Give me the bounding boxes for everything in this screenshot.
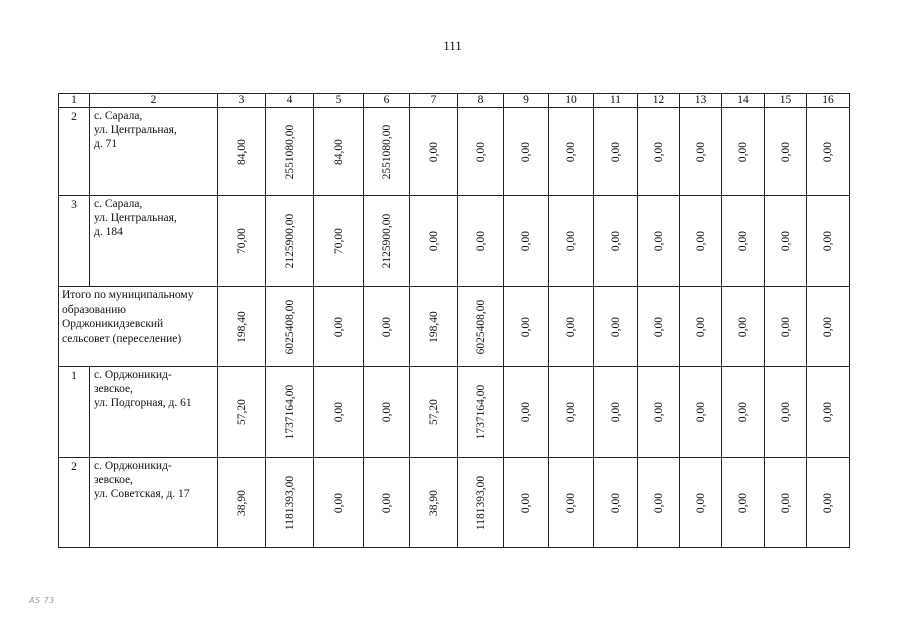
address-cell xyxy=(90,458,218,548)
value-text: 0,00 xyxy=(474,141,487,162)
value-cell xyxy=(807,367,850,458)
value-cell xyxy=(458,367,504,458)
total-row xyxy=(59,287,850,367)
value-text: 2551080,00 xyxy=(283,124,296,179)
value-text: 0,00 xyxy=(779,141,792,162)
value-text: 70,00 xyxy=(235,228,248,254)
total-label-line: Итого по муниципальному xyxy=(62,289,194,301)
value-text: 0,00 xyxy=(652,230,665,252)
address-cell xyxy=(90,367,218,458)
value-text: 1737164,00 xyxy=(474,384,487,440)
value-text: 0,00 xyxy=(779,492,792,513)
value-cell xyxy=(765,367,807,458)
value-cell xyxy=(314,196,364,287)
value-cell xyxy=(410,458,458,548)
total-label-line: Орджоникидзевский xyxy=(62,318,164,330)
address-cell xyxy=(90,108,218,196)
value-cell xyxy=(218,287,266,367)
value-text: 0,00 xyxy=(565,141,577,162)
value-cell xyxy=(458,458,504,548)
header-cell: 9 xyxy=(504,94,549,108)
value-cell xyxy=(266,287,314,367)
value-text: 0,00 xyxy=(779,316,792,337)
value-cell xyxy=(680,287,722,367)
value-cell xyxy=(364,367,410,458)
address-line: зевское, xyxy=(94,383,133,395)
table-row xyxy=(59,196,850,287)
table-row xyxy=(59,458,850,548)
value-cell xyxy=(638,287,680,367)
value-text: 84,00 xyxy=(235,138,248,165)
value-cell xyxy=(722,108,765,196)
header-cell: 15 xyxy=(765,94,807,108)
table-row xyxy=(59,367,850,458)
value-text: 0,00 xyxy=(779,230,792,252)
value-text: 70,00 xyxy=(332,228,345,254)
value-cell xyxy=(594,287,638,367)
value-cell xyxy=(458,287,504,367)
value-text: 0,00 xyxy=(609,492,622,513)
value-text: 0,00 xyxy=(380,401,393,423)
value-cell xyxy=(549,367,594,458)
value-text: 0,00 xyxy=(565,316,577,337)
value-text: 0,00 xyxy=(520,316,532,337)
value-text: 0,00 xyxy=(565,230,577,252)
header-cell: 16 xyxy=(807,94,850,108)
value-cell xyxy=(807,287,850,367)
value-cell xyxy=(638,458,680,548)
value-cell xyxy=(314,108,364,196)
address-line: ул. Подгорная, д. 61 xyxy=(94,397,192,409)
value-cell xyxy=(458,108,504,196)
value-text: 0,00 xyxy=(652,141,665,162)
value-text: 38,90 xyxy=(235,489,248,516)
value-cell xyxy=(410,108,458,196)
value-cell xyxy=(722,287,765,367)
value-text: 0,00 xyxy=(609,230,622,252)
value-text: 0,00 xyxy=(822,230,834,252)
value-text: 1181393,00 xyxy=(283,475,296,530)
value-text: 0,00 xyxy=(380,492,393,513)
value-cell xyxy=(314,367,364,458)
value-cell xyxy=(722,367,765,458)
value-cell xyxy=(594,367,638,458)
value-cell xyxy=(765,287,807,367)
value-text: 0,00 xyxy=(694,230,707,252)
address-line: ул. Советская, д. 17 xyxy=(94,488,190,500)
archive-stamp: AS 73 xyxy=(29,596,55,605)
value-cell xyxy=(364,108,410,196)
value-cell xyxy=(410,287,458,367)
value-cell xyxy=(638,108,680,196)
value-text: 0,00 xyxy=(694,492,707,513)
address-line: с. Орджоникид- xyxy=(94,460,172,472)
value-text: 0,00 xyxy=(427,141,440,162)
value-text: 0,00 xyxy=(332,316,345,337)
value-cell xyxy=(638,196,680,287)
address-line: д. 184 xyxy=(94,226,123,238)
value-text: 0,00 xyxy=(520,141,532,162)
value-cell xyxy=(364,458,410,548)
value-text: 0,00 xyxy=(565,492,577,513)
address-line: с. Сарала, xyxy=(94,110,143,122)
value-cell xyxy=(266,458,314,548)
value-text: 0,00 xyxy=(609,401,622,423)
value-text: 0,00 xyxy=(822,492,834,513)
header-cell: 4 xyxy=(266,94,314,108)
value-text: 0,00 xyxy=(609,141,622,162)
total-label-cell xyxy=(59,287,218,367)
address-line: ул. Центральная, xyxy=(94,212,177,224)
header-cell: 10 xyxy=(549,94,594,108)
value-text: 0,00 xyxy=(652,401,665,423)
table-row xyxy=(59,108,850,196)
value-cell xyxy=(549,458,594,548)
value-text: 2125900,00 xyxy=(380,213,393,269)
value-text: 0,00 xyxy=(332,401,345,423)
value-cell xyxy=(364,196,410,287)
value-cell xyxy=(807,108,850,196)
header-row xyxy=(59,94,850,108)
value-text: 0,00 xyxy=(520,401,532,423)
value-cell xyxy=(314,287,364,367)
value-text: 0,00 xyxy=(520,230,532,252)
header-cell: 8 xyxy=(458,94,504,108)
value-cell xyxy=(594,108,638,196)
value-text: 0,00 xyxy=(737,316,749,337)
value-cell xyxy=(458,196,504,287)
value-cell xyxy=(266,196,314,287)
value-cell xyxy=(765,108,807,196)
value-cell xyxy=(266,367,314,458)
value-cell xyxy=(549,196,594,287)
value-text: 38,90 xyxy=(427,489,440,516)
value-text: 0,00 xyxy=(380,316,393,337)
value-cell xyxy=(807,458,850,548)
value-text: 57,20 xyxy=(427,399,440,425)
value-cell xyxy=(364,287,410,367)
value-text: 0,00 xyxy=(737,141,749,162)
value-text: 0,00 xyxy=(737,401,749,423)
value-cell xyxy=(594,196,638,287)
value-text: 0,00 xyxy=(694,141,707,162)
header-cell: 3 xyxy=(218,94,266,108)
value-cell xyxy=(410,367,458,458)
value-text: 0,00 xyxy=(737,230,749,252)
value-text: 2551080,00 xyxy=(380,124,393,179)
value-cell xyxy=(218,196,266,287)
value-text: 0,00 xyxy=(520,492,532,513)
value-cell xyxy=(410,196,458,287)
value-cell xyxy=(722,196,765,287)
value-text: 198,40 xyxy=(427,310,440,343)
row-number: 3 xyxy=(59,196,90,287)
value-cell xyxy=(765,458,807,548)
value-text: 0,00 xyxy=(427,230,440,252)
value-cell xyxy=(314,458,364,548)
value-text: 84,00 xyxy=(332,138,345,165)
header-cell: 13 xyxy=(680,94,722,108)
value-text: 0,00 xyxy=(652,316,665,337)
total-label-line: сельсовет (переселение) xyxy=(62,332,182,345)
data-table xyxy=(58,93,850,548)
value-text: 1737164,00 xyxy=(283,384,296,440)
value-cell xyxy=(680,108,722,196)
value-cell xyxy=(722,458,765,548)
address-line: зевское, xyxy=(94,474,133,486)
address-cell xyxy=(90,196,218,287)
value-cell xyxy=(504,458,549,548)
value-text: 0,00 xyxy=(694,401,707,423)
value-cell xyxy=(218,108,266,196)
total-label-line: образованию xyxy=(62,303,126,316)
header-cell: 6 xyxy=(364,94,410,108)
value-text: 0,00 xyxy=(737,492,749,513)
page-number: 111 xyxy=(443,38,462,53)
value-cell xyxy=(504,367,549,458)
value-text: 6025408,00 xyxy=(474,299,487,354)
value-text: 0,00 xyxy=(565,401,577,423)
value-text: 198,40 xyxy=(235,310,248,343)
value-cell xyxy=(680,196,722,287)
value-text: 57,20 xyxy=(235,399,248,425)
header-cell: 2 xyxy=(90,94,218,108)
value-cell xyxy=(504,287,549,367)
value-text: 1181393,00 xyxy=(474,475,487,530)
value-cell xyxy=(638,367,680,458)
row-number: 2 xyxy=(59,108,90,196)
value-cell xyxy=(504,108,549,196)
value-cell xyxy=(549,287,594,367)
header-cell: 5 xyxy=(314,94,364,108)
address-line: с. Орджоникид- xyxy=(94,369,172,381)
address-line: д. 71 xyxy=(94,138,118,150)
value-text: 0,00 xyxy=(609,316,622,337)
value-text: 2125900,00 xyxy=(283,213,296,269)
header-cell: 12 xyxy=(638,94,680,108)
value-text: 0,00 xyxy=(694,316,707,337)
value-cell xyxy=(218,367,266,458)
header-cell: 7 xyxy=(410,94,458,108)
row-number: 1 xyxy=(59,367,90,458)
value-cell xyxy=(218,458,266,548)
row-number: 2 xyxy=(59,458,90,548)
value-text: 6025408,00 xyxy=(283,299,296,354)
value-cell xyxy=(266,108,314,196)
address-line: с. Сарала, xyxy=(94,198,143,210)
value-text: 0,00 xyxy=(474,230,487,252)
value-cell xyxy=(549,108,594,196)
header-cell: 14 xyxy=(722,94,765,108)
value-text: 0,00 xyxy=(822,141,834,162)
value-text: 0,00 xyxy=(822,316,834,337)
address-line: ул. Центральная, xyxy=(94,124,177,136)
value-cell xyxy=(680,367,722,458)
header-cell: 1 xyxy=(59,94,90,108)
value-text: 0,00 xyxy=(652,492,665,513)
value-cell xyxy=(680,458,722,548)
header-cell: 11 xyxy=(594,94,638,108)
value-text: 0,00 xyxy=(822,401,834,423)
value-cell xyxy=(504,196,549,287)
value-cell xyxy=(594,458,638,548)
value-cell xyxy=(807,196,850,287)
value-text: 0,00 xyxy=(779,401,792,423)
value-cell xyxy=(765,196,807,287)
value-text: 0,00 xyxy=(332,492,345,513)
